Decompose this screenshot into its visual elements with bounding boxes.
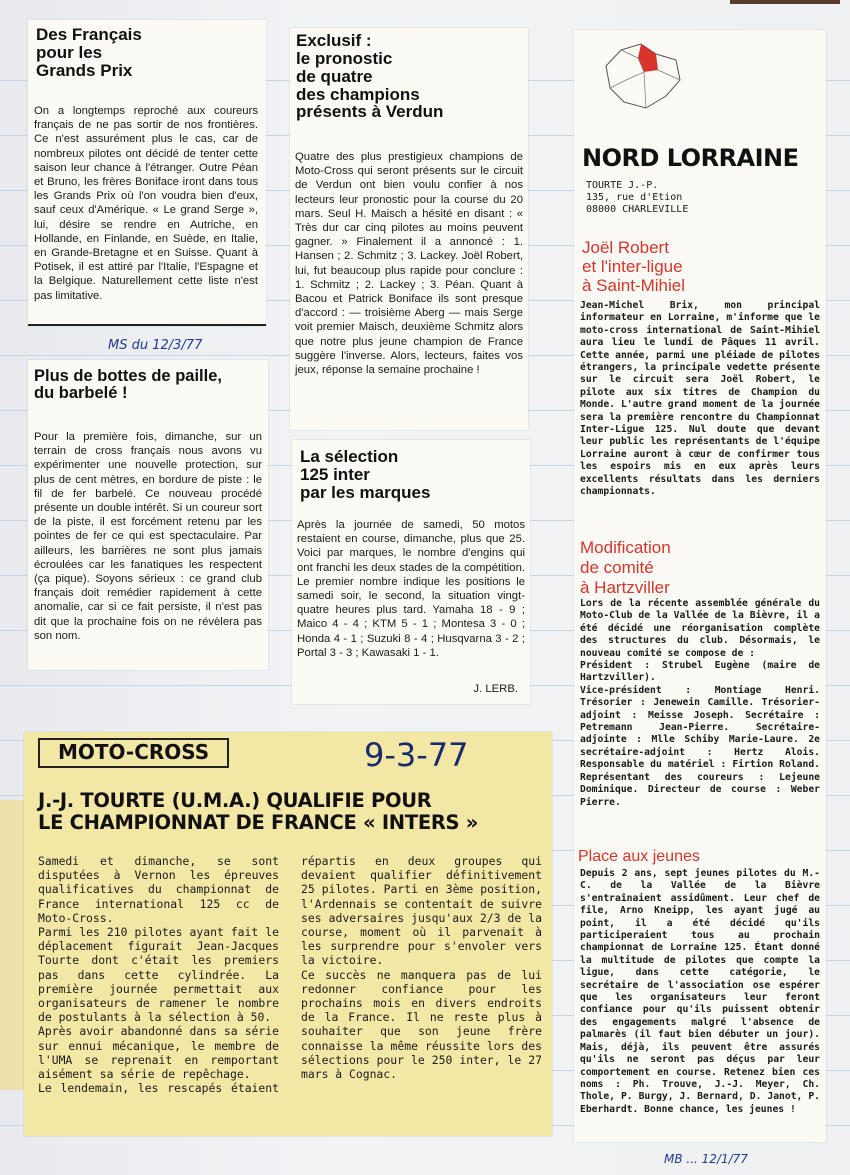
lorraine-map-icon [596,36,686,114]
kicker-box [38,738,229,768]
handwritten-bottom-note: MB ... 12/1/77 [664,1152,748,1166]
subsection-body: Depuis 2 ans, sept jeunes pilotes du M.-C. de la Vallée de la Bièvre s'entraînaient assidûment. Leur chef de file, Arno Kneipp, les ayant jugé au point, il a été décidé qu'ils participeraient tous au prochain championnat de Lorraine 125. Étant donné la multitude de pilotes que compte la ligue, dans cette catégorie, le secrétaire de l'association ose espérer que les organisateurs leur feront confiance pour qu'ils puissent obtenir des engagements malgré l'absence de palmarès (il faut bien débuter un jour). Mais, déjà, ils peuvent être assurés qu'ils ne seront pas déçus par leur comportement en course. Retenez bien ces noms : Ph. Trouve, J.-J. Meyer, Ch. Thole, P. Burgy, J. Bernard, D. Janot, P. Eberhardt. Bonne chance, les jeunes ! [580,868,820,1115]
subsection-title: Place aux jeunes [578,848,700,865]
article-title: La sélection 125 inter par les marques [300,447,431,502]
article-des-francais [28,20,266,326]
clipping-edge-strip [730,0,840,4]
subsection-title: Joël Robert et l'inter-ligue à Saint-Mihiel [582,238,685,295]
handwritten-date-note: MS du 12/3/77 [108,338,203,353]
handwritten-date: 9-3-77 [364,736,469,774]
article-selection-125 [292,440,530,704]
article-moto-cross [24,732,552,1136]
subsection-body: Jean-Michel Brix, mon principal informateur en Lorraine, m'informe que le moto-cross international de Saint-Mihiel aura lieu le lundi de Pâques 11 avril. Cette année, parmi une pléiade de pilotes étrangers, la principale vedette présente sur le circuit sera Joël Robert, le pilote aux six titres de Champion du Monde. L'autre grand moment de la journée sera la première rencontre du Championnat Inter-Ligue 125. Nul doute que devant leur public les représentants de l'équipe Lorraine auront à cœur de confirmer tous les espoirs mis en eux après leurs excellents résultats dans les derniers championnats. [580,300,820,498]
kicker-label: MOTO-CROSS [58,740,210,764]
subsection-title: Modification de comité à Hartzviller [580,538,671,597]
article-title: Des Français pour les Grands Prix [36,25,142,80]
article-body: Pour la première fois, dimanche, sur un terrain de cross français nous avons vu expérimenter une nouvelle protection, sur plus de cent mètres, en bordure de piste : le fil de fer barbelé. Ce nouveau procédé présente un double intérêt. Si un coureur sort de la piste, il est forcément retenu par les pointes de fer ce qui est spectaculaire. Par ailleurs, les barrières ne sont plus jamais écroulées car les fanatiques les respectent (ça pique). Soyons sérieux : ce grand club français doit remédier rapidement à cette anomalie, car si ce fait persiste, il n'est pas dit que la prochaine fois on ne révèlera pas son nom. [34,431,262,642]
divider [28,324,266,326]
article-body: Samedi et dimanche, se sont disputées à Vernon les épreuves qualificatives du championnat de France international 125 cc de Moto-Cross. Parmi les 210 pilotes ayant fait le déplacement figurait Jean-Jacques Tourte dont c'était les premiers pas dans cette cylindrée. La première journée permettait aux organisateurs de ramener le nombre de postulants à la sélection à 50. Après avoir abandonné dans sa série sur ennui mécanique, le membre de l'UMA se reprenait en remportant aisément sa série de repêchage. Le lendemain, les rescapés étaient répartis en deux groupes qui devaient qualifier définitivement 25 pilotes. Parti en 3ème position, l'Ardennais se contentait de suivre ses adversaires jusqu'aux 2/3 de la course, moment où il parvenait à les surprendre pour s'envoler vers la victoire. Ce succès ne manquera pas de lui redonner confiance pour les prochains mois en divers endroits de la France. Il ne reste plus à souhaiter que son jeune frère connaisse la même réussite lors des sélections pour le 250 inter, le 27 mars à Cognac. [38,854,542,1096]
article-pronostic [290,28,528,430]
article-title: Exclusif : le pronostic de quatre des champions présents à Verdun [296,31,444,122]
article-body: On a longtemps reproché aux coureurs français de ne pas sortir de nos frontières. Ce n'est assurément plus le cas, car de nombreux pilotes ont décidé de tenter cette saison leur chance à l'étranger. Outre Péan et Bruno, les frères Boniface iront dans tous les Grands Prix où l'on voudra bien d'eux, sauf ceux d'Amérique. « Le grand Serge », lui, désire se rendre en Autriche, en Hollande, en Finlande, en Suède, en Italie, en Grande-Bretagne et en Suisse. Quant à Potisek, il est attiré par l'Italie, l'Espagne et la Belgique. Naturellement cette liste n'est pas limitative. [34,105,258,302]
article-title: Plus de bottes de paille, du barbelé ! [34,367,222,403]
headline: J.-J. TOURTE (U.M.A.) QUALIFIE POUR LE CHAMPIONNAT DE FRANCE « INTERS » [38,789,479,834]
section-title: NORD LORRAINE [582,144,799,172]
subsection-body: Lors de la récente assemblée générale du Moto-Club de la Vallée de la Bièvre, il a été décidé une réorganisation complète des structures du club. Désormais, le nouveau comité se compose de : Président : Strubel Eugène (maire de Hartzviller). Vice-président : Montiage Henri. Trésorier : Jenewein Camille. Trésorier-adjoint : Meisse Joseph. Secrétaire : Petremann Jean-Pierre. Secrétaire-adjointe : Mlle Schiby Marie-Laure. 2e secrétaire-adjoint : Hertz Alois. Responsable du matériel : Firtion Roland. Représentant des coureurs : Lejeune Dominique. Directeur de course : Weber Pierre. [580,598,820,808]
article-bottes-de-paille [28,360,268,670]
article-body: Après la journée de samedi, 50 motos restaient en course, dimanche, plus que 25. Voici par marques, le nombre d'engins qui ont franchi les deux stades de la compétition. Le premier nombre indique les positions le samedi soir, le second, la situation vingt-quatre heures plus tard. Yamaha 18 - 9 ; Maico 4 - 4 ; KTM 5 - 1 ; Montesa 3 - 0 ; Honda 4 - 1 ; Suzuki 8 - 4 ; Husqvarna 3 - 2 ; Portal 3 - 3 ; Kawasaki 1 - 1. [297,519,525,659]
nord-lorraine-column [574,30,826,1142]
author-address: TOURTE J.-P. 135, rue d'Etion 08000 CHARLEVILLE [586,180,689,215]
article-signature: J. LERB. [473,683,518,695]
article-body: Quatre des plus prestigieux champions de Moto-Cross qui seront présents sur le circuit de Verdun ont bien voulu confier à nos lecteurs leur pronostic pour la course du 20 mars. Seul H. Maisch a hésité en disant : « Très dur car cinq pilotes au moins peuvent gagner. » Finalement il a annoncé : 1. Hansen ; 2. Schmitz ; 3. Lackey. Joël Robert, lui, fut beaucoup plus rapide pour conclure : 1. Schmitz ; 2. Lackey ; 3. Péan. Quant à Bacou et Patrick Boniface ils sont presque d'accord : — troisième Aberg — mais Serge voit premier Maisch, deuxième Schmitz alors que notre plus jeune champion de France suggère l'inverse. Alors, lecteurs, faites vos jeux, réponse la semaine prochaine ! [295,151,523,377]
